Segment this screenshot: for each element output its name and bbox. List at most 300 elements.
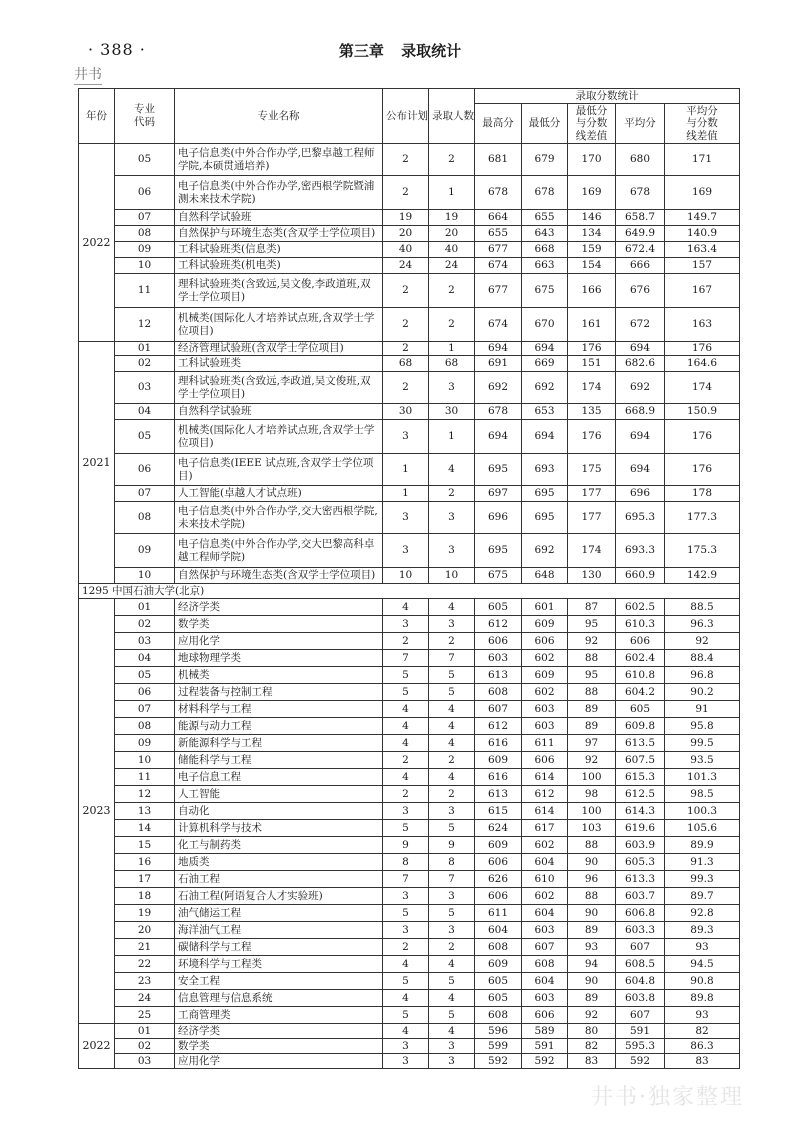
cell-admitted: 3 xyxy=(429,372,475,404)
cell-admitted: 5 xyxy=(429,684,475,701)
cell-plan: 30 xyxy=(383,404,429,420)
cell-admitted: 19 xyxy=(429,210,475,226)
cell-name: 过程装备与控制工程 xyxy=(175,684,383,701)
cell-avg_diff: 178 xyxy=(665,486,740,502)
cell-max: 608 xyxy=(475,1007,522,1024)
cell-max: 609 xyxy=(475,837,522,854)
cell-min_diff: 88 xyxy=(568,684,616,701)
cell-plan: 4 xyxy=(383,718,429,735)
cell-max: 677 xyxy=(475,242,522,258)
cell-min: 606 xyxy=(522,752,568,769)
year-cell: 2022 xyxy=(79,144,115,342)
cell-min: 655 xyxy=(522,210,568,226)
cell-min_diff: 161 xyxy=(568,308,616,342)
cell-admitted: 1 xyxy=(429,420,475,454)
table-row xyxy=(79,667,740,684)
cell-code: 09 xyxy=(115,534,175,568)
cell-min: 603 xyxy=(522,718,568,735)
cell-code: 10 xyxy=(115,752,175,769)
cell-admitted: 2 xyxy=(429,752,475,769)
cell-min: 603 xyxy=(522,990,568,1007)
cell-avg: 606.8 xyxy=(616,905,665,922)
cell-min_diff: 88 xyxy=(568,650,616,667)
cell-admitted: 2 xyxy=(429,939,475,956)
cell-max: 606 xyxy=(475,854,522,871)
cell-avg: 694 xyxy=(616,454,665,486)
cell-max: 607 xyxy=(475,701,522,718)
cell-plan: 5 xyxy=(383,667,429,684)
cell-plan: 8 xyxy=(383,854,429,871)
cell-max: 674 xyxy=(475,308,522,342)
cell-avg_diff: 98.5 xyxy=(665,786,740,803)
cell-min_diff: 96 xyxy=(568,871,616,888)
cell-admitted: 7 xyxy=(429,650,475,667)
cell-avg: 595.3 xyxy=(616,1039,665,1054)
cell-plan: 2 xyxy=(383,342,429,356)
cell-min_diff: 174 xyxy=(568,372,616,404)
cell-plan: 3 xyxy=(383,1039,429,1054)
cell-avg: 695.3 xyxy=(616,502,665,534)
table-row xyxy=(79,820,740,837)
cell-avg_diff: 177.3 xyxy=(665,502,740,534)
cell-avg_diff: 171 xyxy=(665,144,740,176)
cell-code: 08 xyxy=(115,502,175,534)
table-row xyxy=(79,258,740,274)
cell-avg: 676 xyxy=(616,274,665,308)
cell-avg: 678 xyxy=(616,176,665,210)
cell-avg: 604.8 xyxy=(616,973,665,990)
cell-min_diff: 82 xyxy=(568,1039,616,1054)
col-max: 最高分 xyxy=(475,104,522,144)
cell-min_diff: 176 xyxy=(568,420,616,454)
cell-avg: 603.3 xyxy=(616,922,665,939)
cell-plan: 3 xyxy=(383,888,429,905)
cell-code: 09 xyxy=(115,735,175,752)
cell-plan: 20 xyxy=(383,226,429,242)
cell-max: 592 xyxy=(475,1054,522,1069)
table-row xyxy=(79,803,740,820)
cell-min: 678 xyxy=(522,176,568,210)
cell-min: 603 xyxy=(522,922,568,939)
cell-code: 06 xyxy=(115,684,175,701)
cell-min: 601 xyxy=(522,599,568,616)
cell-admitted: 2 xyxy=(429,274,475,308)
cell-plan: 10 xyxy=(383,568,429,584)
cell-max: 695 xyxy=(475,534,522,568)
year-cell: 2021 xyxy=(79,342,115,584)
cell-max: 605 xyxy=(475,990,522,1007)
cell-min: 589 xyxy=(522,1024,568,1039)
cell-avg: 680 xyxy=(616,144,665,176)
chapter-title: 录取统计 xyxy=(401,42,462,60)
cell-plan: 3 xyxy=(383,420,429,454)
cell-min: 675 xyxy=(522,274,568,308)
cell-admitted: 40 xyxy=(429,242,475,258)
cell-max: 664 xyxy=(475,210,522,226)
cell-name: 化工与制药类 xyxy=(175,837,383,854)
cell-min_diff: 89 xyxy=(568,922,616,939)
cell-avg: 613.5 xyxy=(616,735,665,752)
cell-avg: 660.9 xyxy=(616,568,665,584)
cell-admitted: 3 xyxy=(429,502,475,534)
cell-code: 02 xyxy=(115,1039,175,1054)
cell-name: 自然科学试验班 xyxy=(175,404,383,420)
cell-min: 679 xyxy=(522,144,568,176)
cell-avg_diff: 163.4 xyxy=(665,242,740,258)
cell-max: 612 xyxy=(475,718,522,735)
table-row xyxy=(79,372,740,404)
cell-name: 碳储科学与工程 xyxy=(175,939,383,956)
cell-max: 613 xyxy=(475,667,522,684)
cell-max: 692 xyxy=(475,372,522,404)
cell-name: 海洋油气工程 xyxy=(175,922,383,939)
cell-min_diff: 92 xyxy=(568,633,616,650)
table-row xyxy=(79,210,740,226)
cell-avg: 610.3 xyxy=(616,616,665,633)
cell-min: 670 xyxy=(522,308,568,342)
cell-min: 648 xyxy=(522,568,568,584)
cell-avg: 605.3 xyxy=(616,854,665,871)
cell-min_diff: 175 xyxy=(568,454,616,486)
cell-avg_diff: 90.8 xyxy=(665,973,740,990)
cell-plan: 5 xyxy=(383,973,429,990)
cell-avg_diff: 163 xyxy=(665,308,740,342)
cell-code: 05 xyxy=(115,420,175,454)
cell-code: 05 xyxy=(115,667,175,684)
table-body xyxy=(79,144,740,1069)
cell-max: 606 xyxy=(475,888,522,905)
cell-name: 理科试验班类(含致远,李政道,吴文俊班,双学士学位项目) xyxy=(175,372,383,404)
cell-avg_diff: 82 xyxy=(665,1024,740,1039)
table-row xyxy=(79,922,740,939)
cell-plan: 3 xyxy=(383,616,429,633)
cell-min: 695 xyxy=(522,502,568,534)
col-year: 年份 xyxy=(79,89,115,144)
cell-admitted: 20 xyxy=(429,226,475,242)
cell-avg_diff: 91.3 xyxy=(665,854,740,871)
cell-min: 606 xyxy=(522,1007,568,1024)
cell-max: 678 xyxy=(475,404,522,420)
cell-min: 607 xyxy=(522,939,568,956)
cell-avg: 602.5 xyxy=(616,599,665,616)
cell-min_diff: 177 xyxy=(568,486,616,502)
col-plan: 公布计划 xyxy=(383,89,429,144)
table-row xyxy=(79,454,740,486)
cell-avg: 608.5 xyxy=(616,956,665,973)
cell-min_diff: 146 xyxy=(568,210,616,226)
cell-name: 理科试验班类(含致远,吴文俊,李政道班,双学士学位项目) xyxy=(175,274,383,308)
cell-max: 616 xyxy=(475,769,522,786)
cell-code: 08 xyxy=(115,226,175,242)
cell-max: 697 xyxy=(475,486,522,502)
cell-name: 机械类(国际化人才培养试点班,含双学士学位项目) xyxy=(175,420,383,454)
col-admitted: 录取人数 xyxy=(429,89,475,144)
cell-avg_diff: 175.3 xyxy=(665,534,740,568)
cell-avg: 672 xyxy=(616,308,665,342)
cell-plan: 3 xyxy=(383,502,429,534)
cell-code: 25 xyxy=(115,1007,175,1024)
cell-name: 电子信息类(中外合作办学,交大密西根学院,未来技术学院) xyxy=(175,502,383,534)
cell-avg: 591 xyxy=(616,1024,665,1039)
cell-min_diff: 88 xyxy=(568,888,616,905)
table-row xyxy=(79,616,740,633)
cell-min_diff: 170 xyxy=(568,144,616,176)
cell-max: 599 xyxy=(475,1039,522,1054)
cell-plan: 2 xyxy=(383,144,429,176)
cell-max: 695 xyxy=(475,454,522,486)
cell-code: 02 xyxy=(115,356,175,372)
cell-max: 626 xyxy=(475,871,522,888)
cell-avg_diff: 91 xyxy=(665,701,740,718)
cell-plan: 68 xyxy=(383,356,429,372)
cell-plan: 2 xyxy=(383,939,429,956)
cell-plan: 40 xyxy=(383,242,429,258)
cell-min: 602 xyxy=(522,837,568,854)
cell-name: 工科试验班类(机电类) xyxy=(175,258,383,274)
cell-avg_diff: 99.3 xyxy=(665,871,740,888)
cell-avg_diff: 96.8 xyxy=(665,667,740,684)
cell-code: 13 xyxy=(115,803,175,820)
cell-name: 电子信息工程 xyxy=(175,769,383,786)
cell-name: 电子信息类(中外合作办学,密西根学院暨浦测未来技术学院) xyxy=(175,176,383,210)
cell-admitted: 4 xyxy=(429,769,475,786)
table-row xyxy=(79,486,740,502)
cell-min: 592 xyxy=(522,1054,568,1069)
cell-plan: 2 xyxy=(383,274,429,308)
cell-code: 03 xyxy=(115,372,175,404)
cell-admitted: 4 xyxy=(429,1024,475,1039)
cell-min_diff: 134 xyxy=(568,226,616,242)
cell-name: 石油工程(阿语复合人才实验班) xyxy=(175,888,383,905)
cell-name: 自动化 xyxy=(175,803,383,820)
cell-avg_diff: 105.6 xyxy=(665,820,740,837)
table-row xyxy=(79,752,740,769)
cell-name: 储能科学与工程 xyxy=(175,752,383,769)
cell-avg_diff: 176 xyxy=(665,420,740,454)
cell-min_diff: 95 xyxy=(568,616,616,633)
cell-name: 应用化学 xyxy=(175,1054,383,1069)
cell-avg: 692 xyxy=(616,372,665,404)
cell-avg: 615.3 xyxy=(616,769,665,786)
cell-admitted: 3 xyxy=(429,1039,475,1054)
cell-min_diff: 176 xyxy=(568,342,616,356)
cell-avg: 602.4 xyxy=(616,650,665,667)
cell-plan: 19 xyxy=(383,210,429,226)
cell-avg_diff: 93.5 xyxy=(665,752,740,769)
cell-min: 608 xyxy=(522,956,568,973)
school-row xyxy=(79,584,740,599)
cell-avg_diff: 95.8 xyxy=(665,718,740,735)
cell-max: 655 xyxy=(475,226,522,242)
cell-admitted: 24 xyxy=(429,258,475,274)
cell-max: 608 xyxy=(475,684,522,701)
cell-name: 自然保护与环境生态类(含双学士学位项目) xyxy=(175,568,383,584)
table-row xyxy=(79,684,740,701)
table-row xyxy=(79,534,740,568)
publisher-stamp: 井书 xyxy=(74,64,102,85)
cell-avg: 694 xyxy=(616,342,665,356)
cell-max: 605 xyxy=(475,973,522,990)
cell-code: 17 xyxy=(115,871,175,888)
cell-code: 01 xyxy=(115,599,175,616)
cell-name: 材料科学与工程 xyxy=(175,701,383,718)
cell-plan: 4 xyxy=(383,1024,429,1039)
cell-min: 604 xyxy=(522,973,568,990)
cell-min_diff: 92 xyxy=(568,752,616,769)
cell-min: 612 xyxy=(522,786,568,803)
cell-code: 22 xyxy=(115,956,175,973)
cell-max: 678 xyxy=(475,176,522,210)
cell-admitted: 3 xyxy=(429,1054,475,1069)
cell-admitted: 2 xyxy=(429,633,475,650)
cell-min_diff: 90 xyxy=(568,973,616,990)
table-row xyxy=(79,1054,740,1069)
cell-name: 经济学类 xyxy=(175,1024,383,1039)
cell-avg_diff: 94.5 xyxy=(665,956,740,973)
table-row xyxy=(79,854,740,871)
cell-admitted: 2 xyxy=(429,144,475,176)
cell-avg_diff: 176 xyxy=(665,342,740,356)
cell-avg_diff: 101.3 xyxy=(665,769,740,786)
table-row xyxy=(79,242,740,258)
cell-avg_diff: 142.9 xyxy=(665,568,740,584)
cell-name: 信息管理与信息系统 xyxy=(175,990,383,1007)
cell-plan: 3 xyxy=(383,1054,429,1069)
cell-plan: 2 xyxy=(383,372,429,404)
cell-min: 653 xyxy=(522,404,568,420)
cell-min_diff: 154 xyxy=(568,258,616,274)
cell-plan: 9 xyxy=(383,837,429,854)
cell-admitted: 68 xyxy=(429,356,475,372)
cell-min_diff: 83 xyxy=(568,1054,616,1069)
cell-code: 01 xyxy=(115,1024,175,1039)
cell-avg_diff: 88.4 xyxy=(665,650,740,667)
table-row xyxy=(79,735,740,752)
cell-min_diff: 93 xyxy=(568,939,616,956)
cell-avg: 619.6 xyxy=(616,820,665,837)
cell-min: 604 xyxy=(522,905,568,922)
cell-avg_diff: 90.2 xyxy=(665,684,740,701)
school-name: 1295 中国石油大学(北京) xyxy=(79,584,740,599)
cell-min_diff: 87 xyxy=(568,599,616,616)
col-avg: 平均分 xyxy=(616,104,665,144)
chapter-number: 第三章 xyxy=(338,42,384,60)
cell-avg_diff: 93 xyxy=(665,1007,740,1024)
table-row xyxy=(79,956,740,973)
cell-admitted: 5 xyxy=(429,973,475,990)
cell-admitted: 2 xyxy=(429,486,475,502)
cell-admitted: 3 xyxy=(429,616,475,633)
cell-admitted: 10 xyxy=(429,568,475,584)
cell-min: 614 xyxy=(522,803,568,820)
cell-avg_diff: 150.9 xyxy=(665,404,740,420)
cell-min_diff: 100 xyxy=(568,803,616,820)
table-row xyxy=(79,308,740,342)
cell-min: 694 xyxy=(522,342,568,356)
cell-code: 19 xyxy=(115,905,175,922)
cell-code: 03 xyxy=(115,633,175,650)
cell-max: 615 xyxy=(475,803,522,820)
cell-code: 11 xyxy=(115,769,175,786)
year-cell: 2023 xyxy=(79,599,115,1024)
col-avg-diff: 平均分 与分数 线差值 xyxy=(665,104,740,144)
cell-max: 608 xyxy=(475,939,522,956)
cell-avg: 607 xyxy=(616,939,665,956)
cell-min: 643 xyxy=(522,226,568,242)
table-row xyxy=(79,1024,740,1039)
cell-name: 机械类 xyxy=(175,667,383,684)
table-row xyxy=(79,990,740,1007)
table-row xyxy=(79,342,740,356)
cell-code: 21 xyxy=(115,939,175,956)
cell-name: 自然保护与环境生态类(含双学士学位项目) xyxy=(175,226,383,242)
cell-name: 工商管理类 xyxy=(175,1007,383,1024)
cell-code: 20 xyxy=(115,922,175,939)
admission-table xyxy=(78,88,740,1069)
cell-avg: 604.2 xyxy=(616,684,665,701)
cell-min: 614 xyxy=(522,769,568,786)
cell-avg_diff: 89.8 xyxy=(665,990,740,1007)
cell-plan: 5 xyxy=(383,684,429,701)
cell-avg_diff: 140.9 xyxy=(665,226,740,242)
cell-avg: 658.7 xyxy=(616,210,665,226)
cell-admitted: 4 xyxy=(429,956,475,973)
cell-avg: 668.9 xyxy=(616,404,665,420)
table-row xyxy=(79,650,740,667)
cell-avg: 603.8 xyxy=(616,990,665,1007)
cell-name: 环境科学与工程类 xyxy=(175,956,383,973)
cell-min: 602 xyxy=(522,684,568,701)
cell-name: 地质类 xyxy=(175,854,383,871)
cell-max: 696 xyxy=(475,502,522,534)
cell-admitted: 3 xyxy=(429,922,475,939)
cell-name: 机械类(国际化人才培养试点班,含双学士学位项目) xyxy=(175,308,383,342)
cell-min_diff: 94 xyxy=(568,956,616,973)
cell-plan: 5 xyxy=(383,820,429,837)
table-row xyxy=(79,356,740,372)
cell-avg: 607 xyxy=(616,1007,665,1024)
cell-avg_diff: 83 xyxy=(665,1054,740,1069)
cell-min: 609 xyxy=(522,616,568,633)
cell-admitted: 4 xyxy=(429,701,475,718)
cell-min: 602 xyxy=(522,650,568,667)
cell-avg: 613.3 xyxy=(616,871,665,888)
cell-min: 606 xyxy=(522,633,568,650)
cell-max: 691 xyxy=(475,356,522,372)
cell-plan: 2 xyxy=(383,786,429,803)
table-row xyxy=(79,420,740,454)
cell-code: 14 xyxy=(115,820,175,837)
col-code: 专业 代码 xyxy=(115,89,175,144)
cell-plan: 24 xyxy=(383,258,429,274)
cell-max: 605 xyxy=(475,599,522,616)
cell-code: 01 xyxy=(115,342,175,356)
cell-avg_diff: 88.5 xyxy=(665,599,740,616)
cell-admitted: 2 xyxy=(429,786,475,803)
cell-plan: 4 xyxy=(383,735,429,752)
cell-code: 04 xyxy=(115,404,175,420)
table-row xyxy=(79,701,740,718)
cell-name: 工科试验班类(信息类) xyxy=(175,242,383,258)
cell-admitted: 3 xyxy=(429,888,475,905)
cell-admitted: 5 xyxy=(429,820,475,837)
col-score-group: 录取分数统计 xyxy=(475,89,740,104)
cell-plan: 3 xyxy=(383,803,429,820)
cell-plan: 3 xyxy=(383,534,429,568)
cell-min: 591 xyxy=(522,1039,568,1054)
cell-name: 计算机科学与技术 xyxy=(175,820,383,837)
cell-min_diff: 90 xyxy=(568,905,616,922)
